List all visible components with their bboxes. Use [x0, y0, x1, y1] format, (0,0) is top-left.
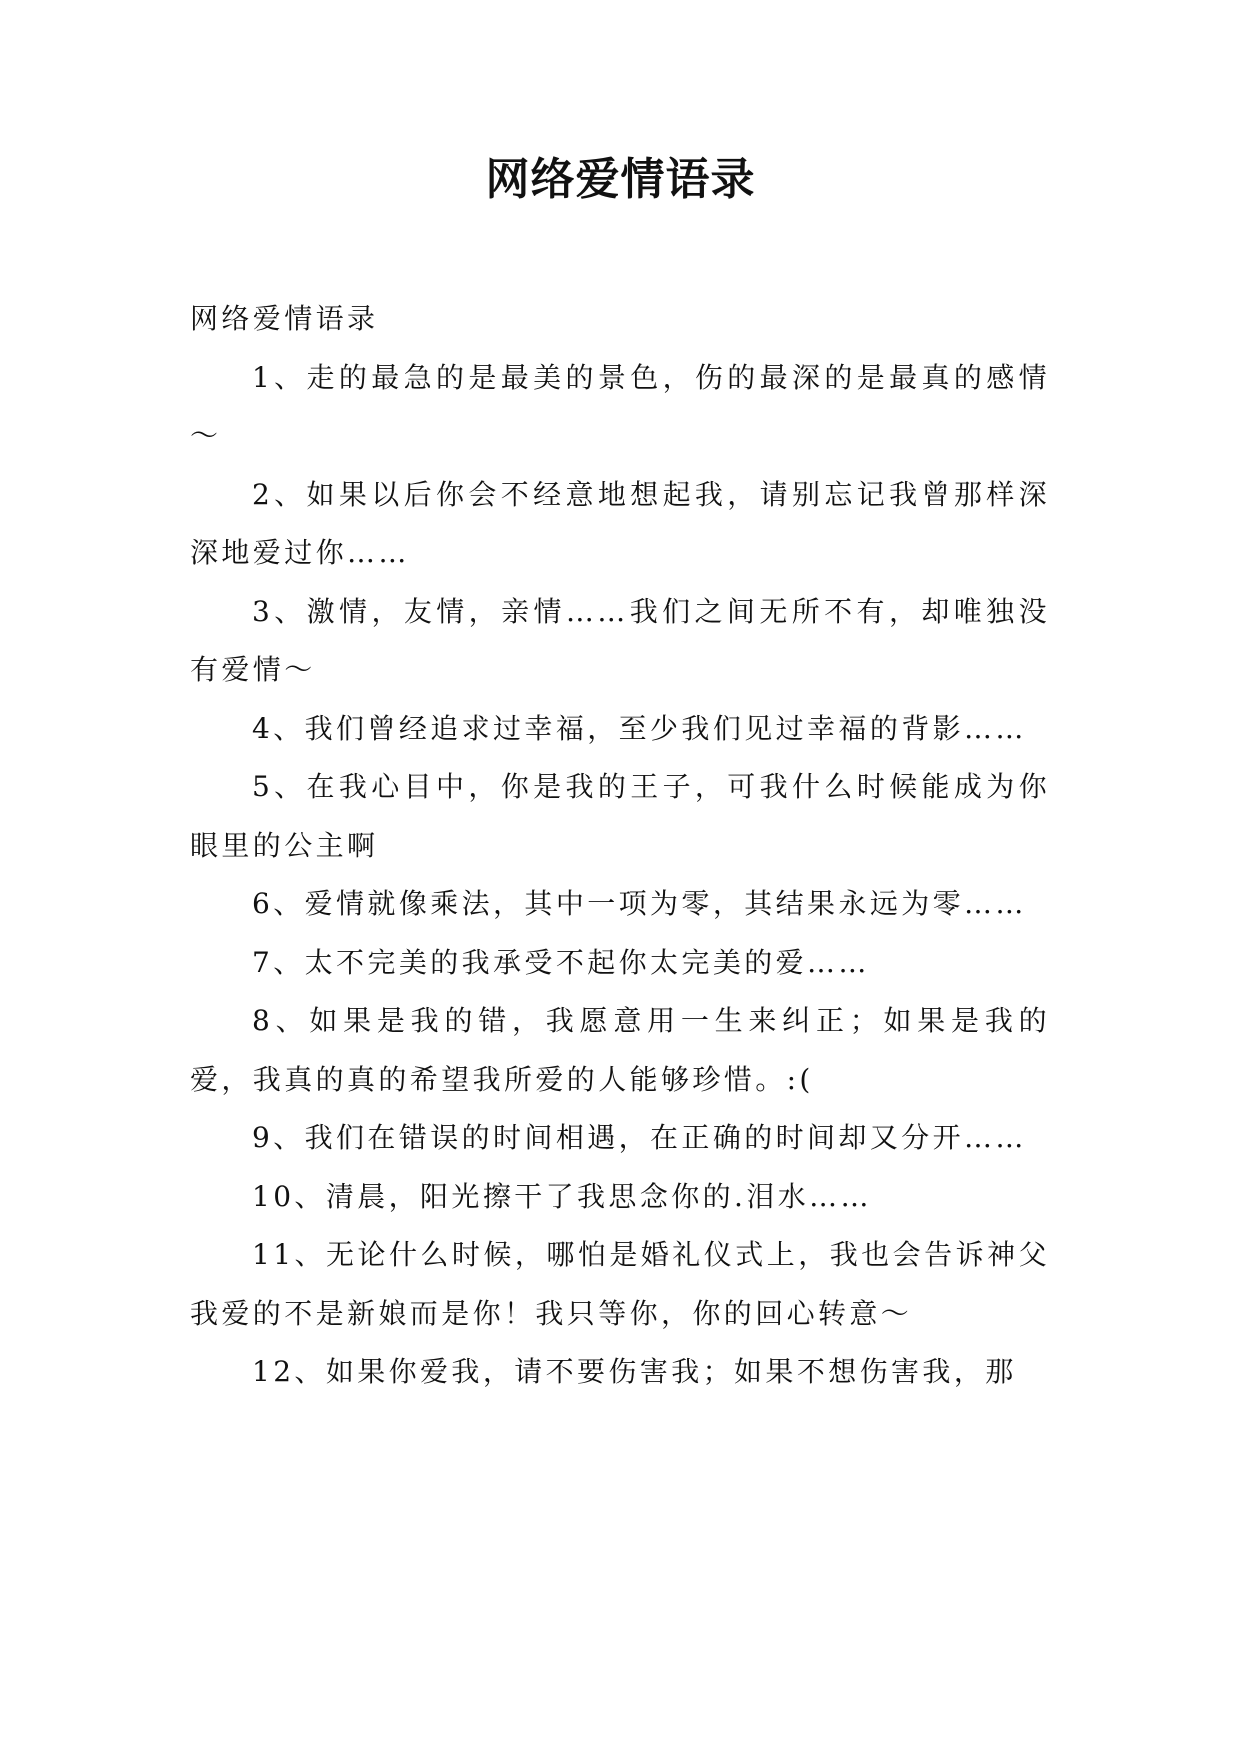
quote-item-2: 2、如果以后你会不经意地想起我，请别忘记我曾那样深深地爱过你…… — [190, 477, 1050, 569]
quote-item-5: 5、在我心目中，你是我的王子，可我什么时候能成为你眼里的公主啊 — [190, 770, 1050, 862]
document-title: 网络爱情语录 — [485, 154, 756, 205]
quote-item-8: 8、如果是我的错，我愿意用一生来纠正；如果是我的爱，我真的真的希望我所爱的人能够珍惜。:( — [190, 1004, 1050, 1096]
quote-item-10: 10、清晨，阳光擦干了我思念你的.泪水…… — [252, 1179, 872, 1213]
quote-item-12: 12、如果你爱我，请不要伤害我；如果不想伤害我，那 — [252, 1355, 1017, 1388]
quote-item-6: 6、爱情就像乘法，其中一项为零，其结果永远为零…… — [252, 887, 1027, 920]
document-subtitle: 网络爱情语录 — [190, 302, 379, 335]
document-body — [190, 290, 1050, 1402]
quote-item-9: 9、我们在错误的时间相遇，在正确的时间却又分开…… — [252, 1121, 1027, 1154]
quote-item-11: 11、无论什么时候，哪怕是婚礼仪式上，我也会告诉神父我爱的不是新娘而是你！我只等你，你的回心转意～ — [190, 1238, 1050, 1330]
quote-item-1: 1、走的最急的是最美的景色，伤的最深的是最真的感情～ — [190, 360, 1050, 452]
quote-item-4: 4、我们曾经追求过幸福，至少我们见过幸福的背影…… — [252, 711, 1027, 745]
quote-item-7: 7、太不完美的我承受不起你太完美的爱…… — [252, 945, 870, 979]
quote-item-3: 3、激情，友情，亲情……我们之间无所不有，却唯独没有爱情～ — [190, 594, 1050, 686]
